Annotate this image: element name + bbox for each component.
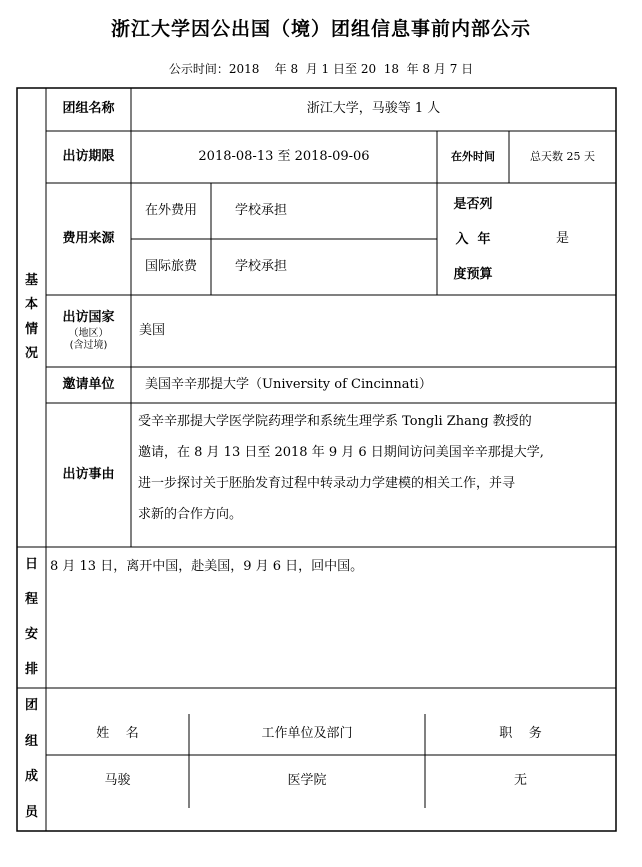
reason-label: 出访事由 bbox=[62, 466, 115, 482]
country-label-transit: (含过境) bbox=[69, 339, 108, 351]
reason-line: 进一步探讨关于胚胎发育过程中转录动力学建模的相关工作，并寻 bbox=[138, 476, 516, 491]
section-schedule-char: 排 bbox=[24, 662, 38, 678]
section-schedule-char: 日 bbox=[24, 556, 38, 572]
section-basic-info bbox=[17, 88, 46, 547]
group-name-value: 浙江大学，马骏等 1 人 bbox=[306, 101, 441, 117]
section-basic-char: 情 bbox=[24, 321, 38, 337]
abroad-time-label: 在外时间 bbox=[451, 150, 495, 164]
page-title: 浙江大学因公出国（境）团组信息事前内部公示 bbox=[110, 18, 531, 40]
travel-cost-label: 国际旅费 bbox=[144, 258, 197, 274]
invitation-value: 美国辛辛那提大学（University of Cincinnati） bbox=[145, 376, 432, 392]
country-value: 美国 bbox=[139, 322, 166, 338]
publication-time: 公示时间：2018 年 8 月 1 日至 20 18 年 8 月 7 日 bbox=[168, 62, 474, 76]
period-value: 2018-08-13 至 2018-09-06 bbox=[198, 148, 370, 164]
section-basic-char: 本 bbox=[24, 297, 38, 313]
section-basic-char: 况 bbox=[24, 345, 38, 361]
country-label-main: 出访国家 bbox=[62, 309, 115, 325]
section-members-char: 团 bbox=[24, 697, 38, 713]
reason-line: 受辛辛那提大学医学院药理学和系统生理学系 Tongli Zhang 教授的 bbox=[138, 414, 532, 429]
section-schedule-char: 程 bbox=[24, 591, 38, 607]
budget-label-line: 是否列 bbox=[453, 196, 493, 212]
period-label: 出访期限 bbox=[62, 148, 115, 164]
schedule-text: 8 月 13 日，离开中国，赴美国，9 月 6 日，回中国。 bbox=[50, 559, 364, 574]
budget-label-line: 度预算 bbox=[453, 266, 493, 282]
reason-line: 邀请，在 8 月 13 日至 2018 年 9 月 6 日期间访问美国辛辛那提大学, bbox=[138, 445, 544, 460]
travel-cost-value: 学校承担 bbox=[235, 258, 288, 274]
budget-label bbox=[437, 183, 509, 295]
section-members-char: 组 bbox=[24, 733, 38, 749]
member-name: 马骏 bbox=[104, 773, 131, 789]
member-header-position: 职 务 bbox=[499, 726, 542, 742]
budget-value: 是 bbox=[555, 230, 569, 246]
country-label bbox=[46, 295, 131, 367]
member-unit: 医学院 bbox=[287, 773, 327, 789]
section-basic-char: 基 bbox=[24, 273, 38, 288]
reason-line: 求新的合作方向。 bbox=[138, 507, 243, 522]
abroad-cost-label: 在外费用 bbox=[144, 202, 197, 218]
member-position: 无 bbox=[513, 773, 527, 789]
section-members-char: 成 bbox=[24, 769, 38, 785]
reason-text bbox=[138, 406, 612, 530]
invitation-label: 邀请单位 bbox=[62, 376, 115, 392]
funding-label: 费用来源 bbox=[62, 230, 115, 246]
member-header-unit: 工作单位及部门 bbox=[261, 726, 353, 742]
abroad-time-value: 总天数 25 天 bbox=[530, 150, 595, 164]
section-members-char: 员 bbox=[24, 805, 38, 820]
section-schedule bbox=[17, 547, 46, 688]
section-members bbox=[17, 688, 46, 831]
country-label-region: （地区） bbox=[68, 328, 109, 340]
budget-label-line: 入 年 bbox=[455, 231, 491, 247]
abroad-cost-value: 学校承担 bbox=[235, 202, 288, 218]
section-schedule-char: 安 bbox=[24, 627, 38, 642]
group-name-label: 团组名称 bbox=[62, 101, 115, 117]
member-header-name: 姓 名 bbox=[96, 726, 139, 742]
